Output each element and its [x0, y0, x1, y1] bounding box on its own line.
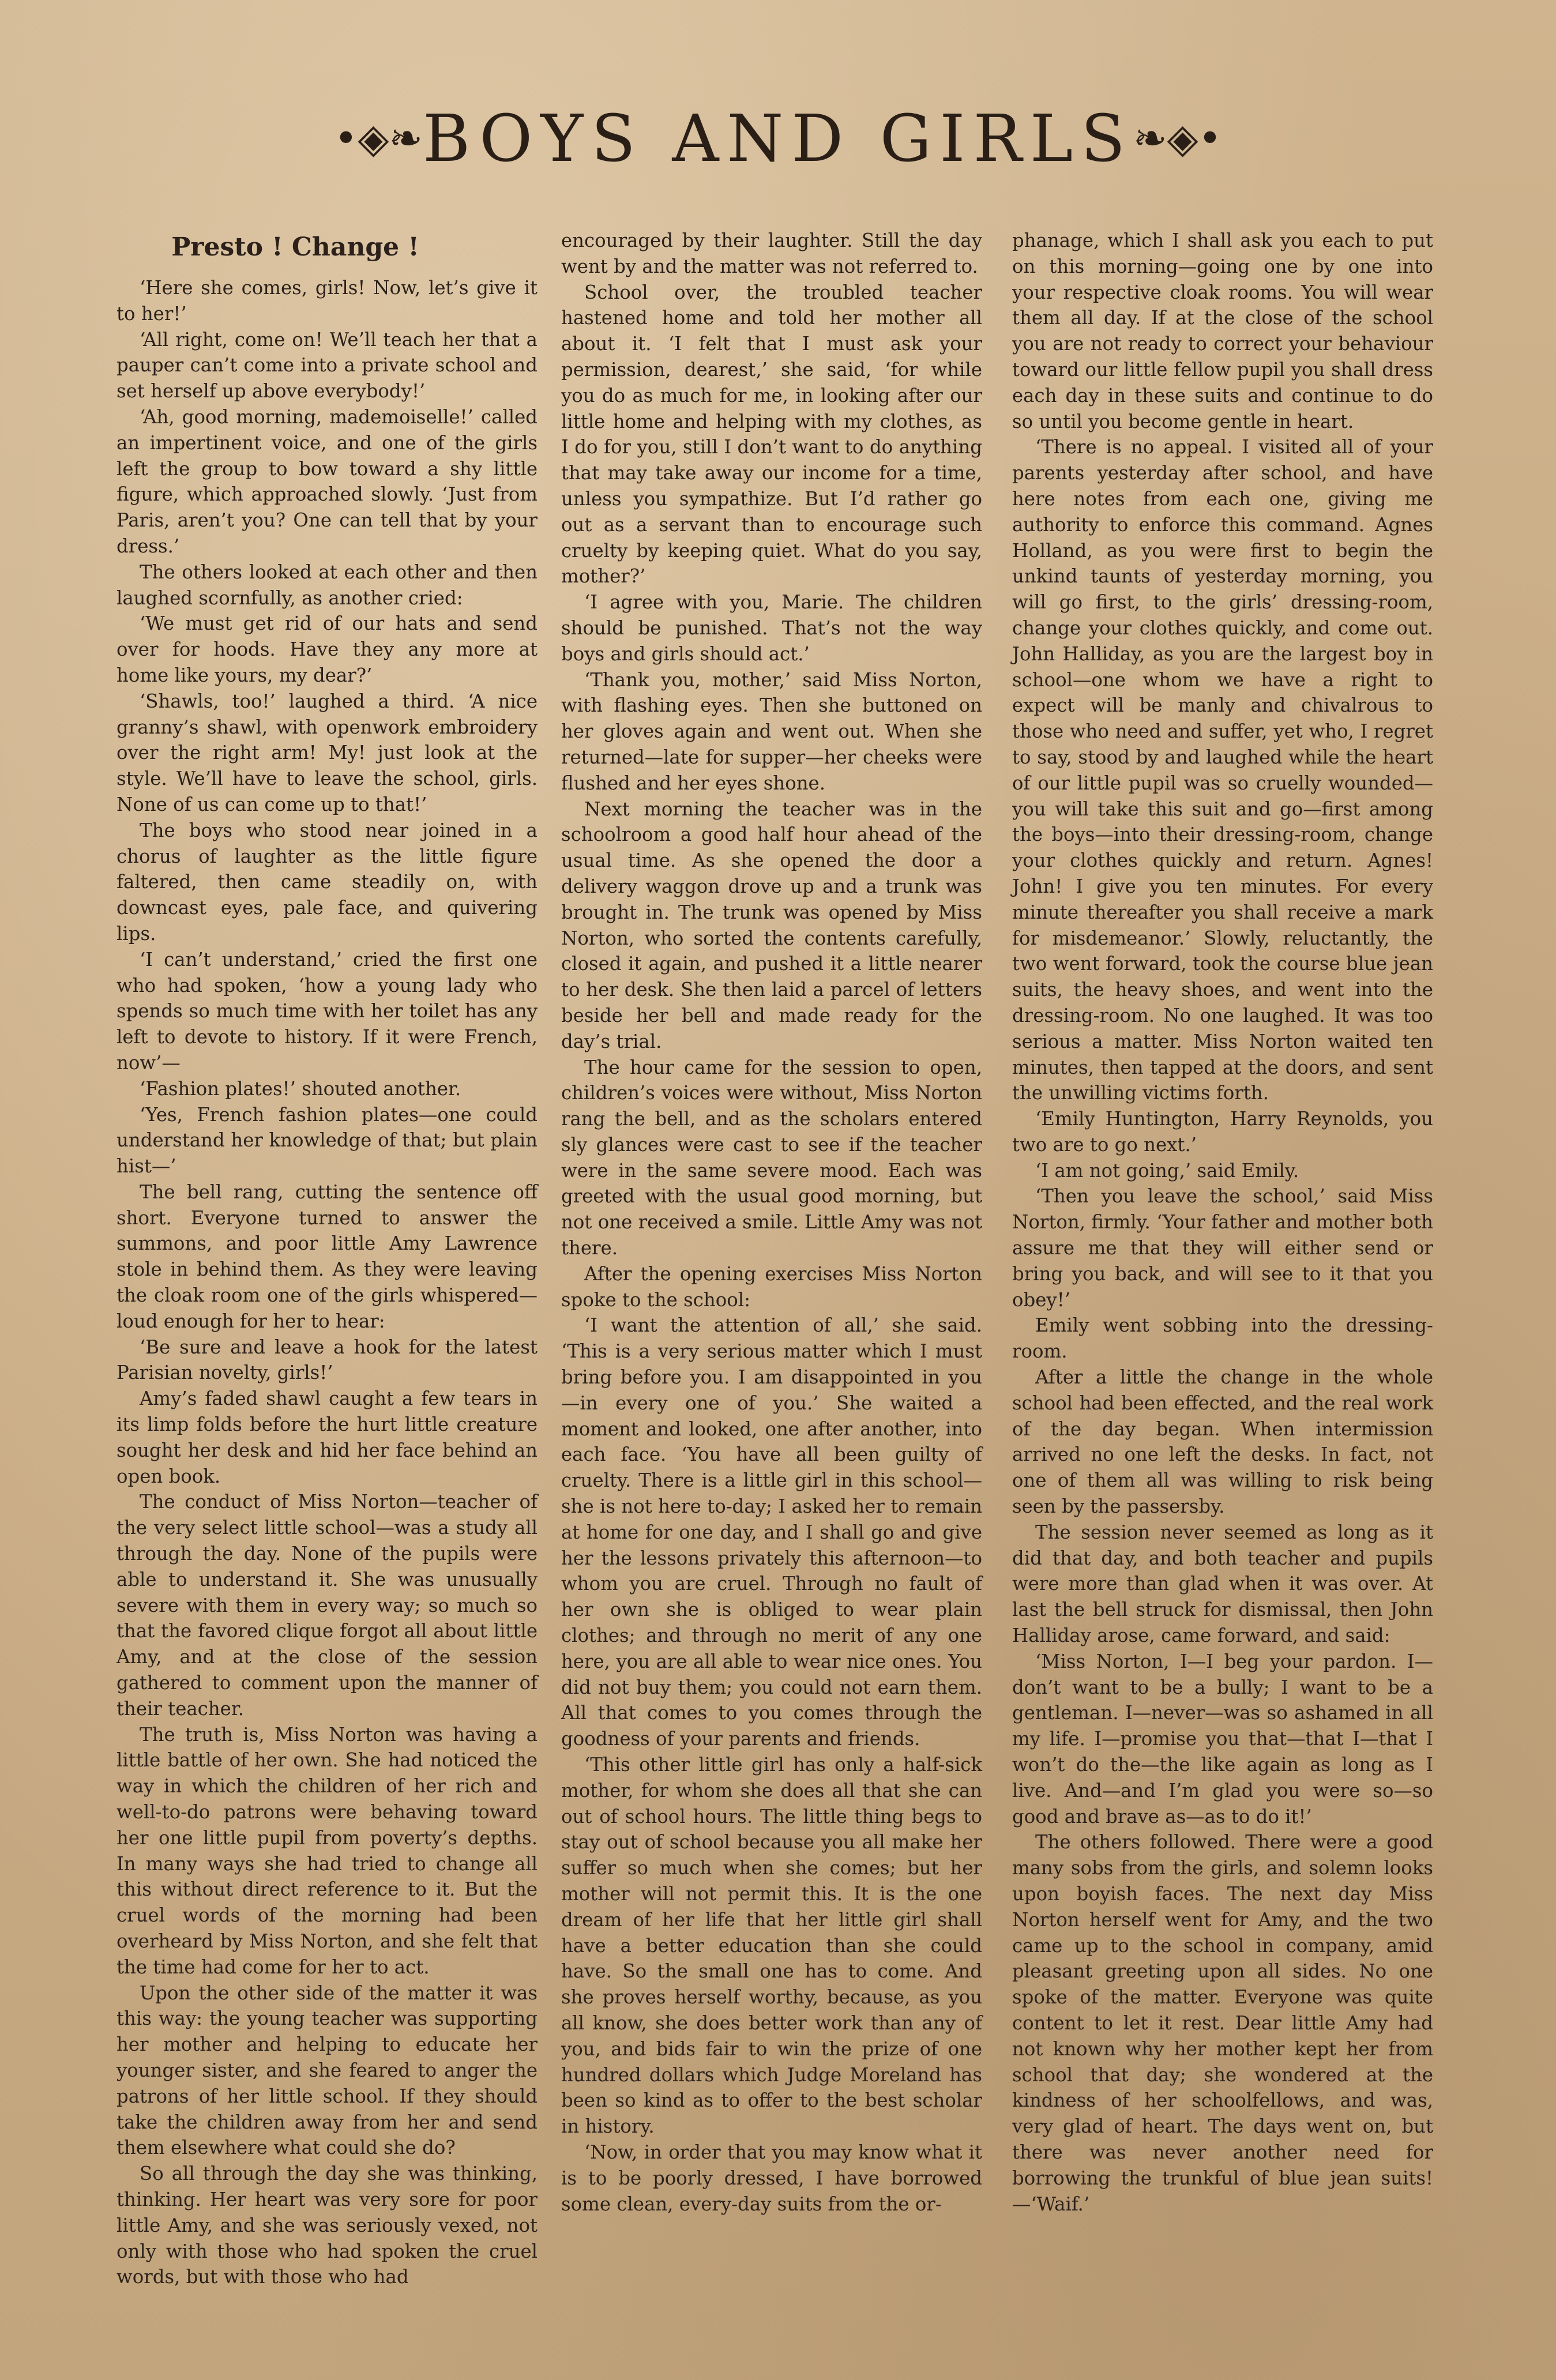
masthead-ornament-right: ❧◈•	[1133, 115, 1222, 162]
paragraph: The hour came for the session to open, children’s voices were without, Miss Norton rang the bell, and as the scholars entered sly glances were cast to see if the teacher were in the same severe mood. Each was greeted with the usual good morning, but not one received a smile. Little Amy was not there.	[561, 1056, 982, 1259]
paragraph: ‘Miss Norton, I—I beg your pardon. I—don’t want to be a bully; I want to be a gentleman. I—never—was so ashamed in all my life. I—promise you that—that I—that I won’t do the—the like again as long as I live. And—and I’m glad you were so—so good and brave as—as to do it!’	[1012, 1650, 1433, 1828]
paragraph: ‘Now, in order that you may know what it is to be poorly dressed, I have borrowed some clean, every-day suits from the or-	[561, 2141, 982, 2215]
paragraph: ‘I agree with you, Marie. The children should be punished. That’s not the way boys and girls should act.’	[561, 591, 982, 665]
paragraph: ‘All right, come on! We’ll teach her that a pauper can’t come into a private school and set herself up above everybody!’	[116, 328, 538, 403]
paragraph: ‘Ah, good morning, mademoiselle!’ called an impertinent voice, and one of the girls left the group to bow toward a shy little figure, which approached slowly. ‘Just from Paris, aren’t you? One can tell that by your dress.’	[116, 405, 538, 557]
paragraph: ‘Emily Huntington, Harry Reynolds, you two are to go next.’	[1012, 1108, 1433, 1156]
paragraph: ‘Yes, French fashion plates—one could understand her knowledge of that; but plain hist—’	[116, 1103, 538, 1178]
paragraph: ‘Here she comes, girls! Now, let’s give it to her!’	[116, 277, 538, 325]
masthead-ornament-left: •◈❧	[334, 115, 423, 162]
text-column-3	[1012, 228, 1433, 2217]
paragraph: The others looked at each other and then laughed scornfully, as another cried:	[116, 561, 538, 609]
paragraph: Emily went sobbing into the dressing-room.	[1012, 1314, 1433, 1363]
paragraph: Next morning the teacher was in the schoolroom a good half hour ahead of the usual time. As she opened the door a delivery waggon drove up and a trunk was brought in. The trunk was opened by Miss Norton, who sorted the contents carefully, closed it again, and pushed it a little nearer to her desk. She then laid a parcel of letters beside her bell and made ready for the day’s trial.	[561, 798, 982, 1052]
paragraph: ‘Thank you, mother,’ said Miss Norton, with flashing eyes. Then she buttoned on her gloves again and went out. When she returned—late for supper—her cheeks were flushed and her eyes shone.	[561, 668, 982, 794]
paragraph: ‘This other little girl has only a half-sick mother, for whom she does all that she can out of school hours. The little thing begs to stay out of school because you all make her suffer so much when she comes; but her mother will not permit this. It is the one dream of her life that her little girl shall have a better education than she could have. So the small one has to come. And she proves herself worthy, because, as you all know, she does better work than any of you, and bids fair to win the prize of one hundred dollars which Judge Moreland has been so kind as to offer to the best scholar in history.	[561, 1754, 982, 2138]
story-title: Presto ! Change !	[171, 232, 419, 262]
paragraph: The session never seemed as long as it did that day, and both teacher and pupils were more than glad when it was over. At last the bell struck for dismissal, then John Halliday arose, came forward, and said:	[1012, 1521, 1433, 1647]
paragraph: ‘Fashion plates!’ shouted another.	[140, 1077, 461, 1100]
paragraph: After a little the change in the whole school had been effected, and the real work of the day began. When intermission arrived no one left the desks. In fact, not one of them all was willing to risk being seen by the passersby.	[1012, 1366, 1433, 1518]
text-column-2	[561, 228, 982, 2217]
section-title: BOYS AND GIRLS	[423, 101, 1133, 176]
paragraph: The bell rang, cutting the sentence off short. Everyone turned to answer the summons, and poor little Amy Lawrence stole in behind them. As they were leaving the cloak room one of the girls whispered—loud enough for her to hear:	[116, 1180, 538, 1332]
paragraph: So all through the day she was thinking, thinking. Her heart was very sore for poor little Amy, and she was seriously vexed, not only with those who had spoken the cruel words, but with those who had	[116, 2163, 538, 2288]
paragraph: Amy’s faded shawl caught a few tears in its limp folds before the hurt little creature sought her desk and hid her face behind an open book.	[116, 1388, 538, 1487]
paragraph: The truth is, Miss Norton was having a little battle of her own. She had noticed the way in which the children of her rich and well-to-do patrons were behaving toward her one little pupil from poverty’s depths. In many ways she had tried to change all this without direct reference to it. But the cruel words of the morning had been overheard by Miss Norton, and she felt that the time had come for her to act.	[116, 1723, 538, 1978]
paragraph: The boys who stood near joined in a chorus of laughter as the little figure faltered, then came steadily on, with downcast eyes, pale face, and quivering lips.	[116, 819, 538, 945]
paragraph: School over, the troubled teacher hastened home and told her mother all about it. ‘I felt that I must ask your permission, dearest,’ she said, ‘for while you do as much for me, in looking after our little home and helping with my clothes, as I do for you, still I don’t want to do anything that may take away our income for a time, unless you sympathize. But I’d rather go out as a servant than to encourage such cruelty by keeping quiet. What do you say, mother?’	[561, 281, 982, 588]
paragraph: ‘We must get rid of our hats and send over for hoods. Have they any more at home like yours, my dear?’	[116, 612, 538, 686]
paragraph: phanage, which I shall ask you each to put on this morning—going one by one into your respective cloak rooms. You will wear them all day. If at the close of the school you are not ready to correct your behaviour toward our little fellow pupil you shall dress each day in these suits and continue to do so until you become gentle in heart.	[1012, 230, 1433, 433]
paragraph: encouraged by their laughter. Still the day went by and the matter was not referred to.	[561, 230, 982, 277]
section-masthead	[0, 101, 1556, 176]
paragraph: ‘Then you leave the school,’ said Miss Norton, firmly. ‘Your father and mother both assure me that they will either send or bring you back, and will see to it that you obey!’	[1012, 1185, 1433, 1311]
paragraph: ‘Be sure and leave a hook for the latest Parisian novelty, girls!’	[116, 1336, 538, 1384]
paragraph: The conduct of Miss Norton—teacher of the very select little school—was a study all through the day. None of the pupils were able to understand it. She was unusually severe with them in every way; so much so that the favored clique forgot all about little Amy, and at the close of the session gathered to comment upon the manner of their teacher.	[116, 1491, 538, 1720]
paragraph: ‘I am not going,’ said Emily.	[1035, 1159, 1299, 1182]
paragraph: The others followed. There were a good many sobs from the girls, and solemn looks upon boyish faces. The next day Miss Norton herself went for Amy, and the two came up to the school in company, amid pleasant greeting upon all sides. No one spoke of the matter. Everyone was quite content to let it rest. Dear little Amy had not known why her mother kept her from school that day; she wondered at the kindness of her schoolfellows, and was, very glad of heart. The days went on, but there was never another need for borrowing the trunkful of blue jean suits!—‘Waif.’	[1012, 1831, 1433, 2215]
paragraph: ‘I want the attention of all,’ she said. ‘This is a very serious matter which I must bring before you. I am disappointed in you—in every one of you.’ She waited a moment and looked, one after another, into each face. ‘You have all been guilty of cruelty. There is a little girl in this school—she is not here to-day; I asked her to remain at home for one day, and I shall go and give her the lessons privately this afternoon—to whom you are cruel. Through no fault of her own she is obliged to wear plain clothes; and through no merit of any one here, you are all able to wear nice ones. You did not buy them; you could not earn them. All that comes to you comes through the goodness of your parents and friends.	[561, 1314, 982, 1750]
paragraph: ‘There is no appeal. I visited all of your parents yesterday after school, and have here notes from each one, giving me authority to enforce this command. Agnes Holland, as you were first to begin the unkind taunts of yesterday morning, you will go first, to the girls’ dressing-room, change your clothes quickly, and come out. John Halliday, as you are the largest boy in school—one whom we have a right to expect will be manly and chivalrous to those who need and suffer, yet who, I regret to say, stood by and laughed while the heart of our little pupil was so cruelly wounded—you will take this suit and go—first among the boys—into their dressing-room, change your clothes quickly and return. Agnes! John! I give you ten minutes. For every minute thereafter you shall receive a mark for misdemeanor.’ Slowly, reluctantly, the two went forward, took the course blue jean suits, the heavy shoes, and went into the dressing-room. No one laughed. It was too serious a matter. Miss Norton waited ten minutes, then tapped at the doors, and sent the unwilling victims forth.	[1012, 436, 1433, 1104]
text-column-1	[116, 228, 538, 2290]
paragraph: ‘Shawls, too!’ laughed a third. ‘A nice granny’s shawl, with openwork embroidery over the right arm! My! just look at the style. We’ll have to leave the school, girls. None of us can come up to that!’	[116, 690, 538, 815]
paragraph: ‘I can’t understand,’ cried the first one who had spoken, ‘how a young lady who spends so much time with her toilet has any left to devote to history. If it were French, now’—	[116, 948, 538, 1074]
paragraph: Upon the other side of the matter it was this way: the young teacher was supporting her mother and helping to educate her younger sister, and she feared to anger the patrons of her little school. If they should take the children away from her and send them elsewhere what could she do?	[116, 1982, 538, 2159]
paragraph: After the opening exercises Miss Norton spoke to the school:	[561, 1262, 982, 1311]
